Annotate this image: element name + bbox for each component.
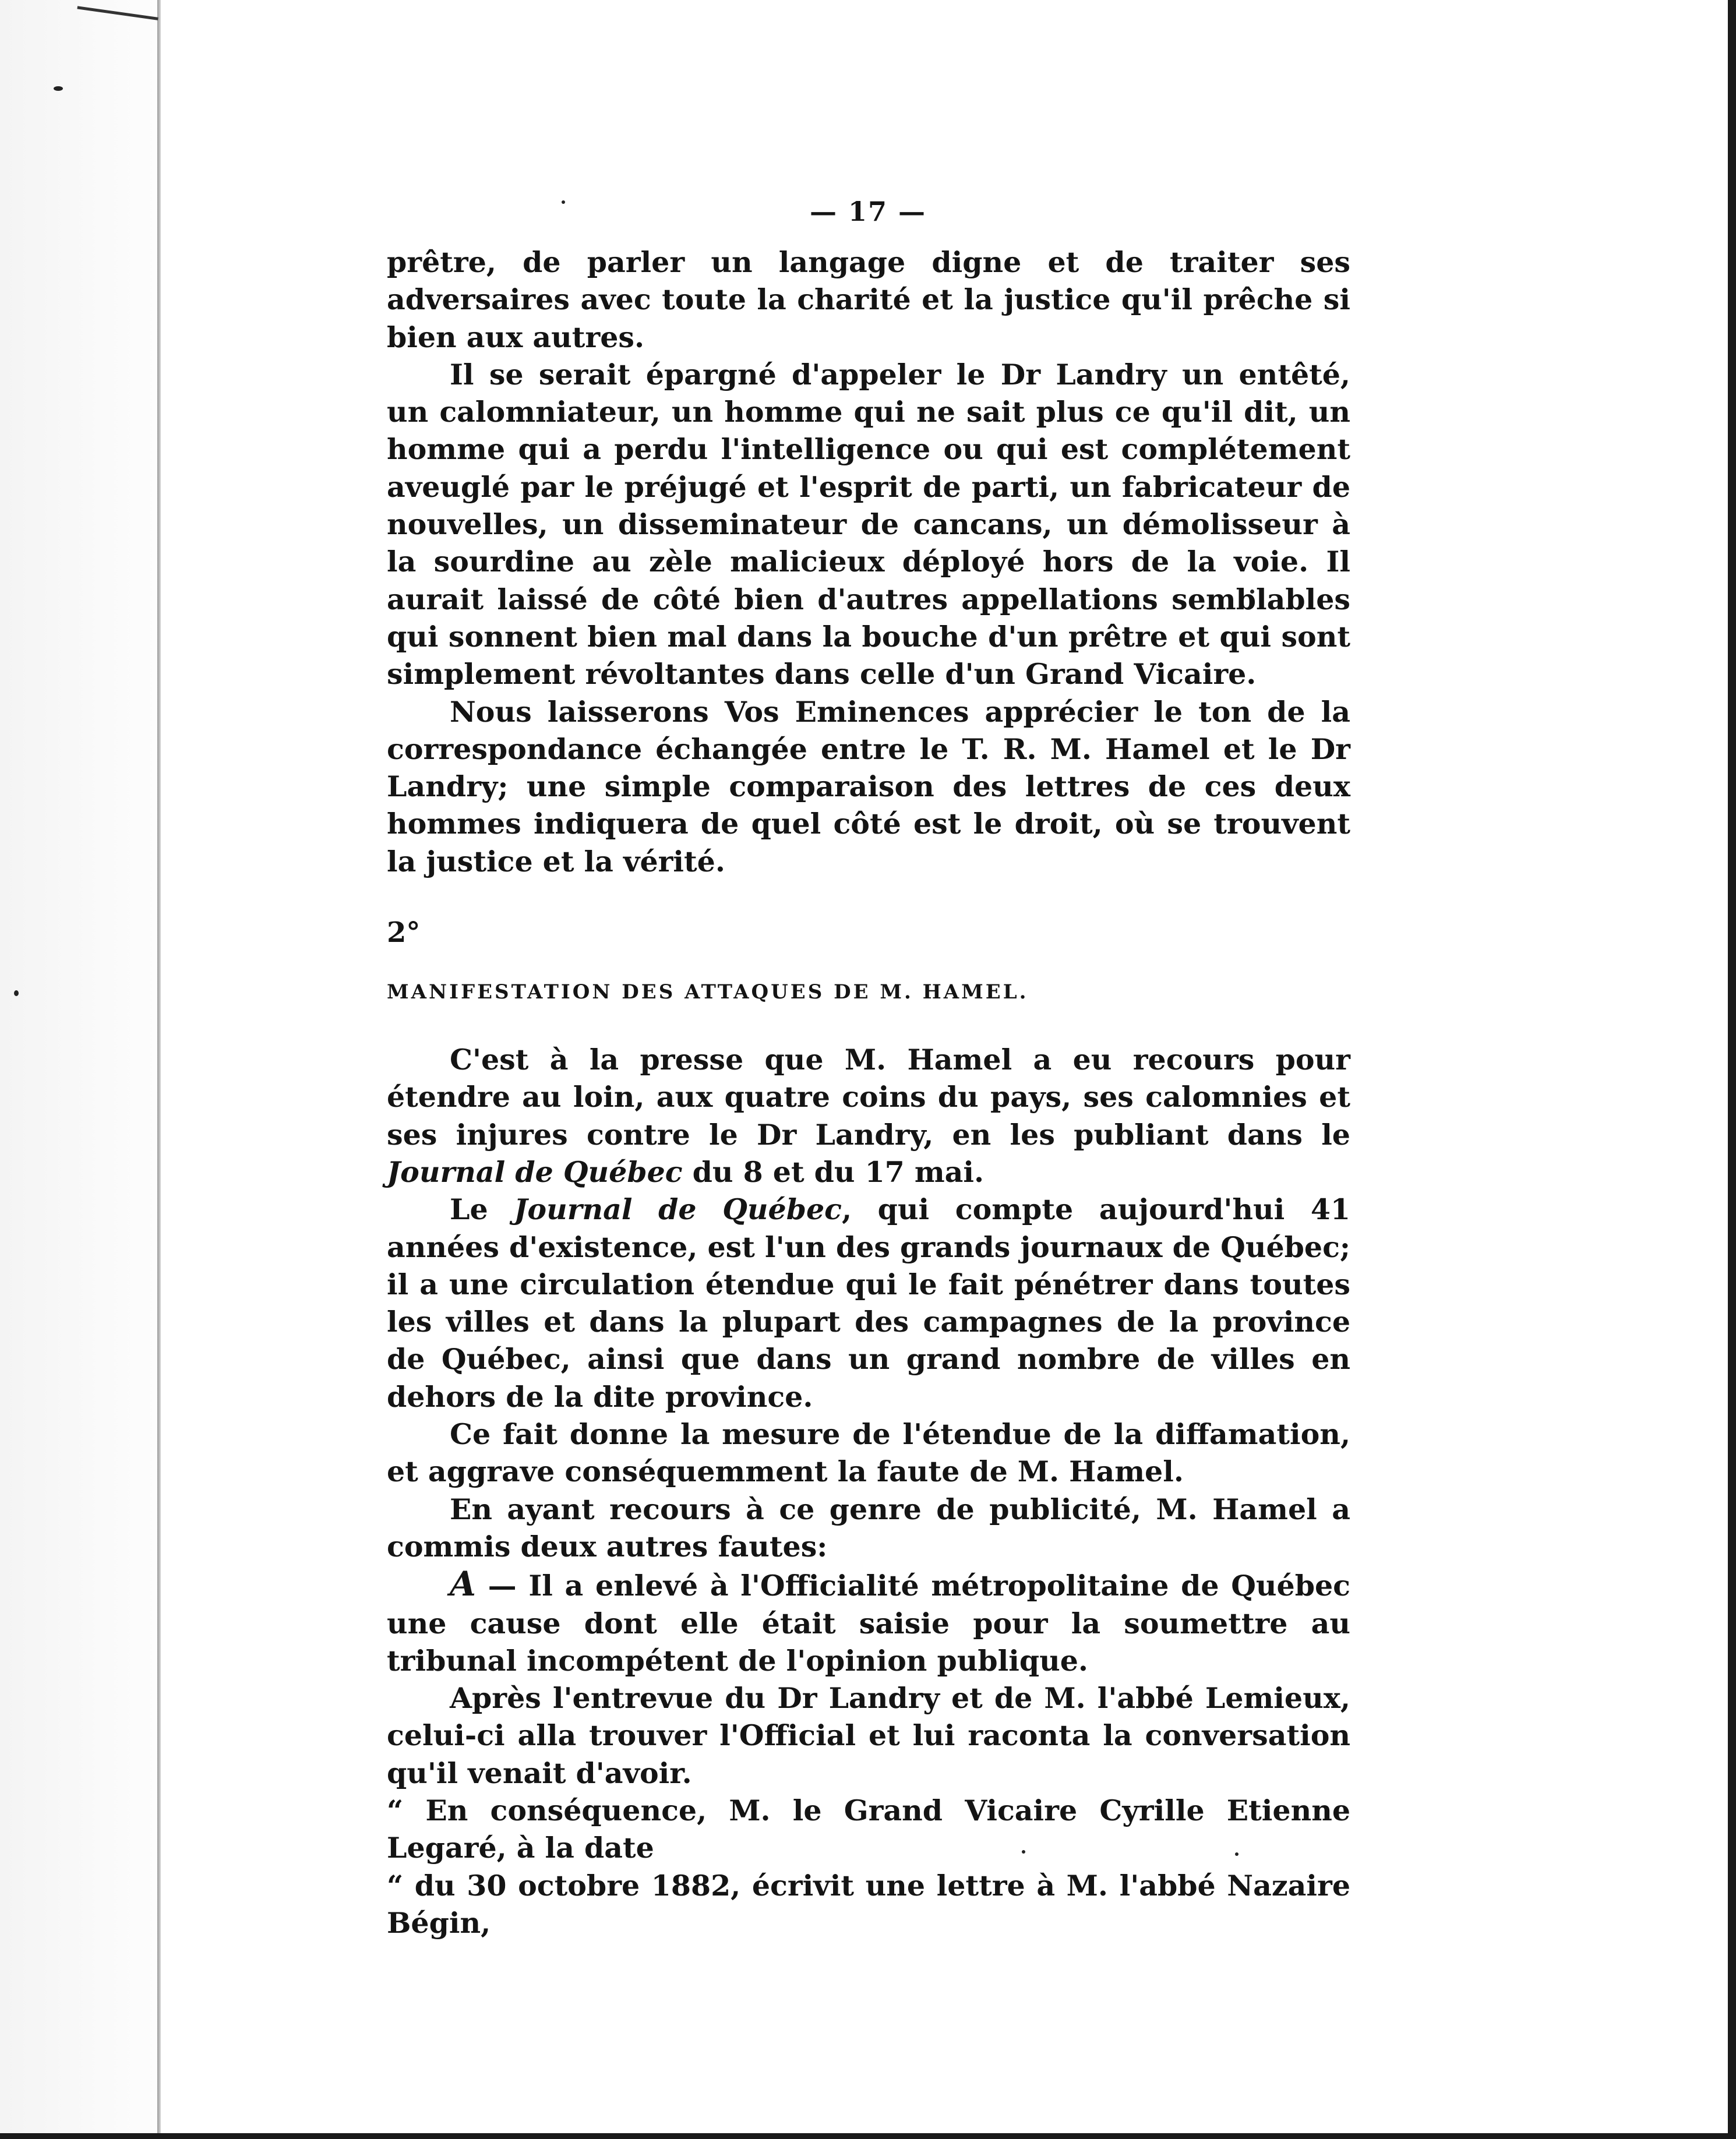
newspaper-title: Journal de Québec	[387, 1155, 683, 1189]
text-run: du 8 et du 17 mai.	[682, 1155, 985, 1189]
text-run: Le	[450, 1192, 514, 1227]
binding-shadow	[0, 0, 157, 2139]
quote-line: “ du 30 octobre 1882, écrivit une lettre à M. l'abbé Nazaire Bégin,	[387, 1868, 1350, 1940]
paragraph	[387, 1041, 1350, 1191]
paragraph: Après l'entrevue du Dr Landry et de M. l'abbé Lemieux, celui-ci alla trouver l'Official et lui raconta la conversation qu'il venait d'avoir.	[387, 1681, 1350, 1790]
quote-line: “ En conséquence, M. le Grand Vicaire Cyrille Etienne Legaré, à la date	[387, 1793, 1350, 1865]
paragraph: Il se serait épargné d'appeler le Dr Landry un entêté, un calomniateur, un homme qui ne sait plus ce qu'il dit, un homme qui a perdu l'intelligence ou qui est complétement aveuglé par le préjugé et l'esprit de parti, un fabricateur de nouvelles, un disseminateur de cancans, un démolisseur à la sourdine au zèle malicieux déployé hors de la voie. Il aurait laissé de côté bien d'autres appellations semblables qui sonnent bien mal dans la bouche d'un prêtre et qui sont simplement révoltantes dans celle d'un Grand Vicaire.	[387, 357, 1350, 691]
binding-edge	[157, 0, 161, 2139]
paragraph: prêtre, de parler un langage digne et de traiter ses adversaires avec toute la charité et la justice qu'il prêche si bien aux autres.	[387, 245, 1350, 354]
text-run: , qui compte aujourd'hui 41 années d'existence, est l'un des grands journaux de Québec; il a une circulation étendue qui le fait pénétrer dans toutes les villes et dans la plupart des campagnes de la province de Québec, ainsi que dans un grand nombre de villes en dehors de la dite province.	[387, 1192, 1351, 1414]
paragraph: Ce fait donne la mesure de l'étendue de la diffamation, et aggrave conséquemment la faute de M. Hamel.	[387, 1417, 1350, 1489]
page-number: — 17 —	[809, 196, 927, 227]
page-body	[387, 243, 1350, 1942]
text-run: — Il a enlevé à l'Officialité métropolitaine de Québec une cause dont elle était saisie pour la soumettre au tribunal incompétent de l'opinion publique.	[387, 1569, 1350, 1678]
section-title: MANIFESTATION DES ATTAQUES DE M. HAMEL.	[387, 980, 1029, 1004]
paragraph	[387, 1191, 1350, 1416]
paragraph: Nous laisserons Vos Eminences apprécier le ton de la correspondance échangée entre le T. R. M. Hamel et le Dr Landry; une simple comparaison des lettres de ces deux hommes indiquera de quel côté est le droit, où se trouvent la justice et la vérité.	[387, 694, 1350, 878]
point-letter: A	[450, 1564, 477, 1604]
paragraph: En ayant recours à ce genre de publicité, M. Hamel a commis deux autres fautes:	[387, 1492, 1350, 1563]
scan-speck	[14, 990, 19, 996]
section-number: 2°	[387, 916, 421, 950]
newspaper-title: Journal de Québec	[514, 1192, 842, 1227]
text-run: C'est à la presse que M. Hamel a eu recours pour étendre au loin, aux quatre coins du pays, ses calomnies et ses injures contre le Dr Landry, en les publiant dans le	[387, 1043, 1350, 1152]
scan-speck	[54, 86, 63, 91]
paragraph	[387, 1565, 1350, 1679]
